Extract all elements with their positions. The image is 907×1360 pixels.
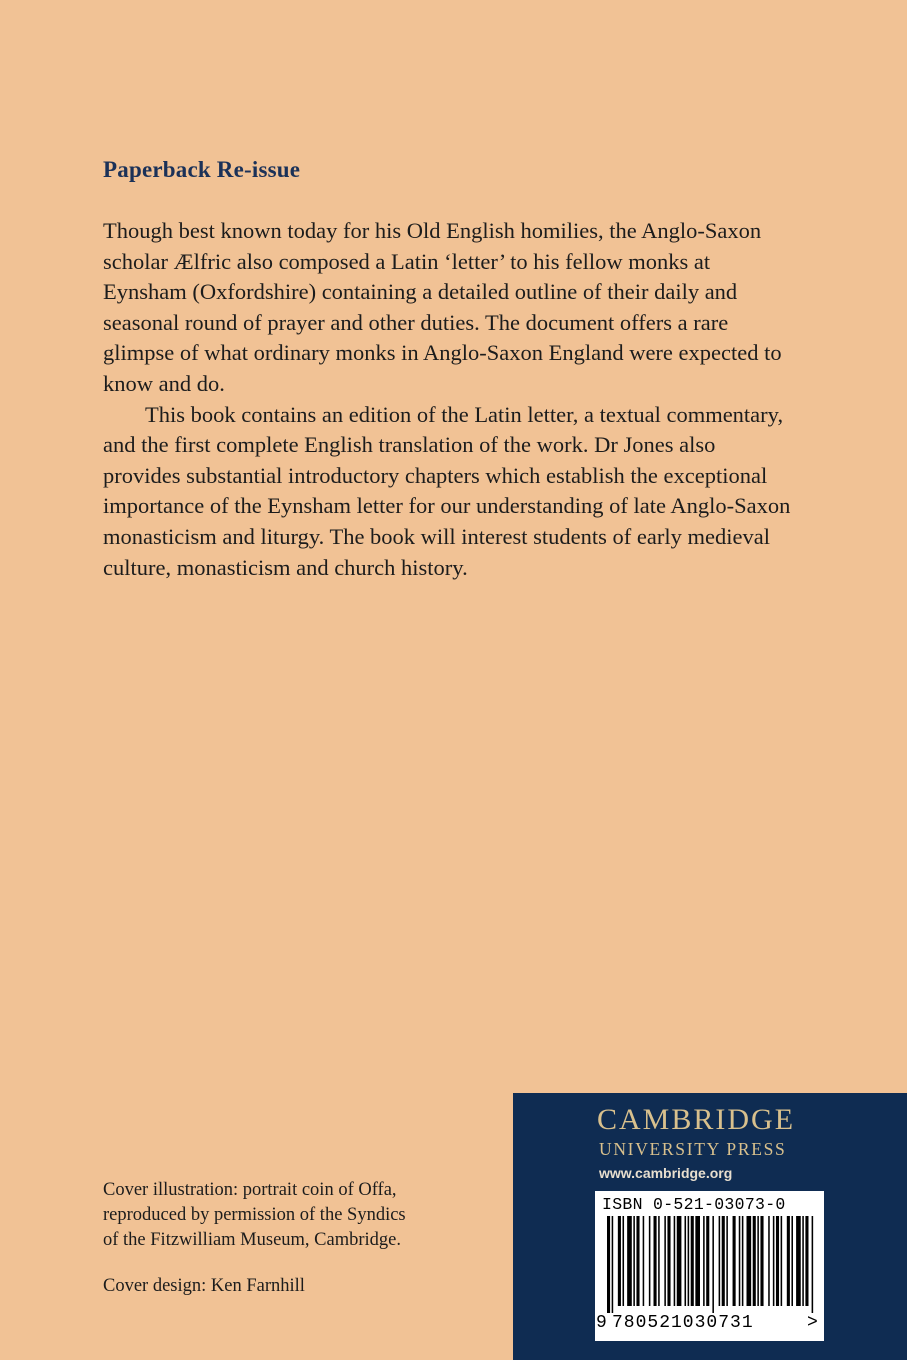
- barcode-bar: [768, 1216, 770, 1306]
- barcode-bar: [654, 1216, 657, 1306]
- cover-credits: [103, 1178, 406, 1299]
- barcode-bar: [664, 1216, 666, 1306]
- barcode-bar: [685, 1216, 687, 1306]
- barcode-bar: [791, 1216, 793, 1306]
- description-paragraph-2: This book contains an edition of the Latin letter, a textual commentary, and the first complete English translation of the work. Dr Jones also provides substantial introductory chapters which establish the exceptional importance of the Eynsham letter for our understanding of late Anglo-Saxon monasticism and liturgy. The book will interest students of early medieval culture, monasticism and church history.: [103, 401, 791, 580]
- publisher-name: CAMBRIDGE: [597, 1103, 796, 1136]
- publisher-subtitle: UNIVERSITY PRESS: [599, 1139, 787, 1159]
- barcode-bar: [726, 1216, 728, 1306]
- barcode-bar: [742, 1216, 744, 1306]
- barcode-bar: [753, 1216, 756, 1306]
- barcode-bar: [796, 1216, 801, 1306]
- barcode-bar: [636, 1216, 639, 1306]
- barcode-bar: [674, 1216, 676, 1306]
- publisher-url: www.cambridge.org: [599, 1165, 733, 1181]
- barcode-bar: [643, 1216, 645, 1306]
- barcode-bar: [739, 1216, 741, 1306]
- barcode-icon: [607, 1216, 815, 1313]
- barcode-bar: [607, 1216, 610, 1313]
- barcode-bar: [781, 1216, 783, 1306]
- barcode-bar: [757, 1216, 759, 1306]
- barcode-bar: [722, 1216, 725, 1306]
- barcode-bar: [633, 1216, 635, 1306]
- barcode-lead-digit: 9: [596, 1313, 607, 1333]
- isbn-label: ISBN 0-521-03073-0: [602, 1195, 786, 1214]
- barcode-bar: [776, 1216, 779, 1306]
- illustration-credit-line-1: Cover illustration: portrait coin of Offa,: [103, 1180, 397, 1200]
- barcode-bar: [733, 1216, 736, 1306]
- barcode-arrow: >: [807, 1313, 818, 1333]
- barcode-bar: [760, 1216, 763, 1306]
- barcode-bar: [618, 1216, 621, 1306]
- barcode-bar: [787, 1216, 790, 1306]
- description-paragraph-1: Though best known today for his Old English homilies, the Anglo-Saxon scholar Ælfric also composed a Latin ‘letter’ to his fellow monks at Eynsham (Oxfordshire) containing a detailed outline of their daily and seasonal round of prayer and other duties. The document offers a rare glimpse of what ordinary monks in Anglo-Saxon England were expected to know and do.: [103, 218, 782, 396]
- barcode-bar: [747, 1216, 752, 1306]
- barcode-bar: [805, 1216, 808, 1306]
- illustration-credit-line-2: reproduced by permission of the Syndics: [103, 1205, 406, 1225]
- barcode-bar: [649, 1216, 651, 1306]
- barcode-bar: [667, 1216, 670, 1306]
- barcode-bar: [703, 1216, 705, 1306]
- publisher-panel: [513, 1093, 907, 1360]
- barcode-bar: [677, 1216, 682, 1306]
- barcode-bar: [802, 1216, 804, 1306]
- barcode-bar: [712, 1216, 714, 1313]
- barcode-bar: [612, 1216, 614, 1313]
- barcode-bar: [812, 1216, 814, 1313]
- barcode-bar: [695, 1216, 700, 1306]
- barcode-digits: 780521030731: [612, 1313, 754, 1333]
- barcode-bar: [623, 1216, 625, 1306]
- barcode-box: [595, 1191, 824, 1341]
- description-text: [103, 216, 793, 583]
- barcode-bar: [688, 1216, 690, 1306]
- barcode-bar: [773, 1216, 775, 1306]
- barcode-bar: [691, 1216, 694, 1306]
- barcode-bar: [706, 1216, 709, 1306]
- barcode-bar: [627, 1216, 632, 1306]
- design-credit: Cover design: Ken Farnhill: [103, 1276, 305, 1296]
- barcode-bar: [658, 1216, 660, 1306]
- illustration-credit-line-3: of the Fitzwilliam Museum, Cambridge.: [103, 1230, 402, 1250]
- barcode-bar: [719, 1216, 721, 1306]
- section-heading: Paperback Re-issue: [103, 157, 301, 182]
